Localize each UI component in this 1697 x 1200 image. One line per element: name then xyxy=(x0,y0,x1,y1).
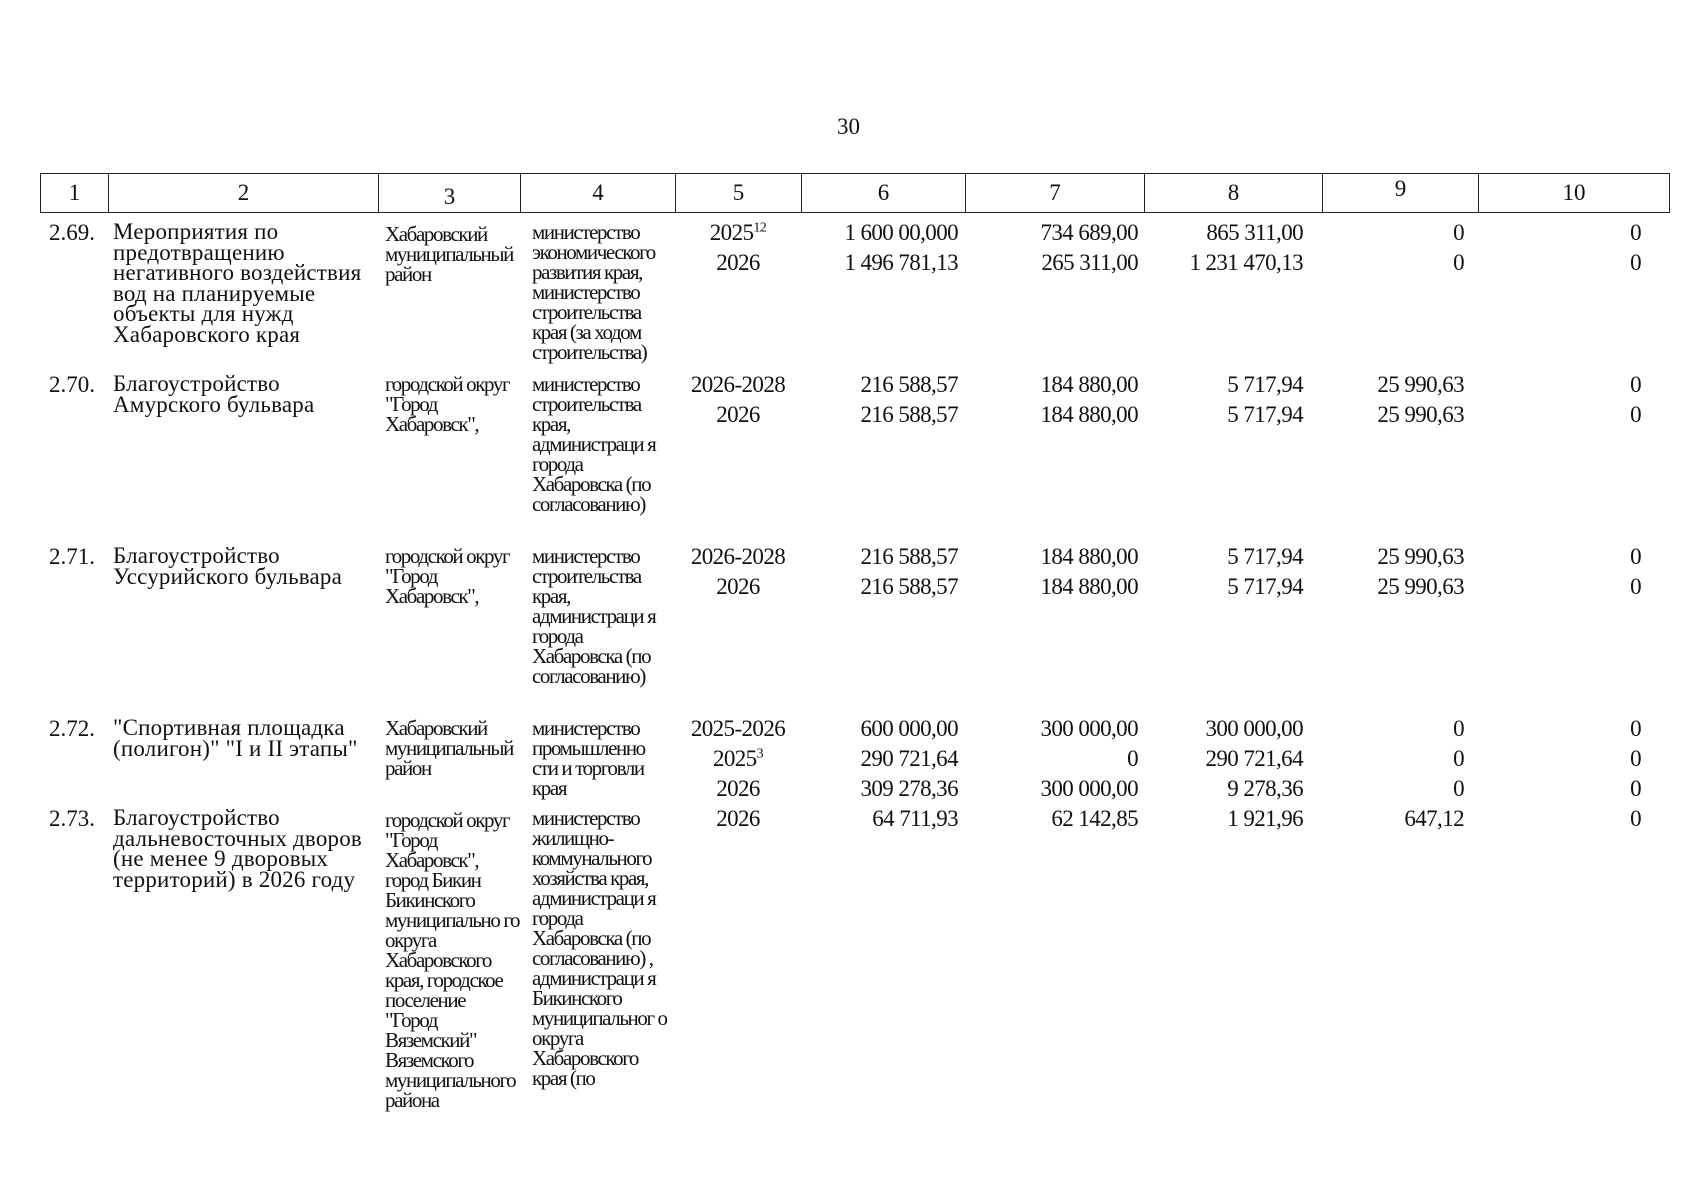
col7-cell: 184 880,00 xyxy=(1040,402,1138,427)
col10-cell: 0 xyxy=(1630,746,1641,771)
col7-cell: 0 xyxy=(1127,746,1138,771)
col8-cell: 5 717,94 xyxy=(1227,402,1303,427)
row-name: Мероприятия по предотвращению негативного воздействия вод на планируемые объекты для нужд Хабаровского края xyxy=(113,219,362,347)
total-cell: 216 588,57 xyxy=(860,402,958,427)
total-cell: 216 588,57 xyxy=(860,574,958,599)
row-executor: министерство жилищно-коммунального хозяйства края, администраци я города Хабаровска (по согласованию) , администраци я Бикинского муниципальног о округа Хабаровского края (по xyxy=(532,806,667,1090)
col9-cell: 0 xyxy=(1453,716,1464,741)
row-name: Благоустройство Амурского бульвара xyxy=(113,371,315,417)
year-cell: 2026 xyxy=(716,806,760,831)
total-cell: 216 588,57 xyxy=(860,544,958,569)
col7-cell: 184 880,00 xyxy=(1040,574,1138,599)
col8-cell: 290 721,64 xyxy=(1205,746,1303,771)
header-col-1: 1 xyxy=(40,174,108,212)
col10-cell: 0 xyxy=(1630,372,1641,397)
year-cell: 2026 xyxy=(716,574,760,599)
row-territory: городской округ "Город Хабаровск", город Бикин Бикинского муниципально го округа Хабаровского края, городское поселение "Город Вяземский" Вяземского муниципального района xyxy=(385,808,520,1112)
row-line xyxy=(0,220,1697,250)
row-line xyxy=(0,716,1697,746)
year-cell: 2026 xyxy=(716,250,760,275)
row-number: 2.71. xyxy=(49,544,95,569)
row-name: "Спортивная площадка (полигон)" "I и II этапы" xyxy=(113,715,358,761)
col8-cell: 9 278,36 xyxy=(1227,776,1303,801)
col8-cell: 300 000,00 xyxy=(1205,716,1303,741)
col10-cell: 0 xyxy=(1630,574,1641,599)
year-cell: 2025$^3$ xyxy=(712,746,763,771)
col7-cell: 62 142,85 xyxy=(1051,806,1138,831)
header-col-10: 10 xyxy=(1478,174,1670,212)
col8-cell: 865 311,00 xyxy=(1206,220,1303,245)
year-cell: 2026-2028 xyxy=(690,544,786,569)
col9-cell: 0 xyxy=(1453,746,1464,771)
col10-cell: 0 xyxy=(1630,806,1641,831)
row-name: Благоустройство дальневосточных дворов (не менее 9 дворовых территорий) в 2026 году xyxy=(113,805,362,892)
row-line xyxy=(0,402,1697,432)
header-col-5: 5 xyxy=(675,174,801,212)
total-cell: 1 600 00,000 xyxy=(844,220,958,245)
year-cell: 2025-2026 xyxy=(690,716,786,741)
header-col-6: 6 xyxy=(801,174,965,212)
col9-cell: 25 990,63 xyxy=(1377,544,1464,569)
col10-cell: 0 xyxy=(1630,776,1641,801)
total-cell: 600 000,00 xyxy=(860,716,958,741)
col8-cell: 5 717,94 xyxy=(1227,574,1303,599)
col10-cell: 0 xyxy=(1630,716,1641,741)
col9-cell: 0 xyxy=(1453,776,1464,801)
col7-cell: 300 000,00 xyxy=(1040,776,1138,801)
row-number: 2.73. xyxy=(49,806,95,831)
row-territory: городской округ "Город Хабаровск", xyxy=(385,544,510,608)
row-territory: Хабаровский муниципальный район xyxy=(385,716,513,780)
row-territory: городской округ "Город Хабаровск", xyxy=(385,372,510,436)
col10-cell: 0 xyxy=(1630,250,1641,275)
col8-cell: 5 717,94 xyxy=(1227,372,1303,397)
year-cell: 2026-2028 xyxy=(690,372,786,397)
header-col-3: 3 xyxy=(378,174,520,212)
col9-cell: 0 xyxy=(1453,220,1464,245)
row-number: 2.70. xyxy=(49,372,95,397)
col9-cell: 25 990,63 xyxy=(1377,402,1464,427)
col9-cell: 25 990,63 xyxy=(1377,574,1464,599)
col7-cell: 300 000,00 xyxy=(1040,716,1138,741)
row-line xyxy=(0,746,1697,776)
row-territory: Хабаровский муниципальный район xyxy=(385,222,513,286)
year-cell: 2026 xyxy=(716,402,760,427)
row-name: Благоустройство Уссурийского бульвара xyxy=(113,543,343,589)
col9-cell: 0 xyxy=(1453,250,1464,275)
page-number: 30 xyxy=(837,114,860,139)
row-executor: министерство строительства края, администраци я города Хабаровска (по согласованию) xyxy=(532,544,656,688)
header-col-9: 9 xyxy=(1322,174,1478,212)
col7-cell: 184 880,00 xyxy=(1040,544,1138,569)
row-line xyxy=(0,544,1697,574)
total-cell: 64 711,93 xyxy=(872,806,958,831)
header-col-7: 7 xyxy=(965,174,1144,212)
table-header xyxy=(40,173,1670,213)
total-cell: 1 496 781,13 xyxy=(844,250,958,275)
row-line xyxy=(0,776,1697,806)
col10-cell: 0 xyxy=(1630,544,1641,569)
header-col-8: 8 xyxy=(1144,174,1322,212)
col8-cell: 1 231 470,13 xyxy=(1189,250,1303,275)
header-col-2: 2 xyxy=(108,174,378,212)
row-number: 2.69. xyxy=(49,220,95,245)
col7-cell: 734 689,00 xyxy=(1040,220,1138,245)
total-cell: 309 278,36 xyxy=(860,776,958,801)
row-line xyxy=(0,250,1697,280)
row-line xyxy=(0,372,1697,402)
row-executor: министерство экономического развития края, министерство строительства края (за ходом строительства) xyxy=(532,220,655,364)
row-executor: министерство строительства края, администраци я города Хабаровска (по согласованию) xyxy=(532,372,656,516)
year-cell: 2026 xyxy=(716,776,760,801)
col8-cell: 1 921,96 xyxy=(1227,806,1303,831)
col7-cell: 184 880,00 xyxy=(1040,372,1138,397)
col10-cell: 0 xyxy=(1630,220,1641,245)
year-cell: 2025$^{12}$ xyxy=(709,220,767,245)
row-line xyxy=(0,574,1697,604)
col7-cell: 265 311,00 xyxy=(1041,250,1138,275)
row-executor: министерство промышленно сти и торговли края xyxy=(532,716,645,800)
total-cell: 216 588,57 xyxy=(860,372,958,397)
header-col-4: 4 xyxy=(520,174,675,212)
col10-cell: 0 xyxy=(1630,402,1641,427)
row-line xyxy=(0,806,1697,836)
col8-cell: 5 717,94 xyxy=(1227,544,1303,569)
total-cell: 290 721,64 xyxy=(860,746,958,771)
col9-cell: 25 990,63 xyxy=(1377,372,1464,397)
row-number: 2.72. xyxy=(49,716,95,741)
col9-cell: 647,12 xyxy=(1404,806,1464,831)
